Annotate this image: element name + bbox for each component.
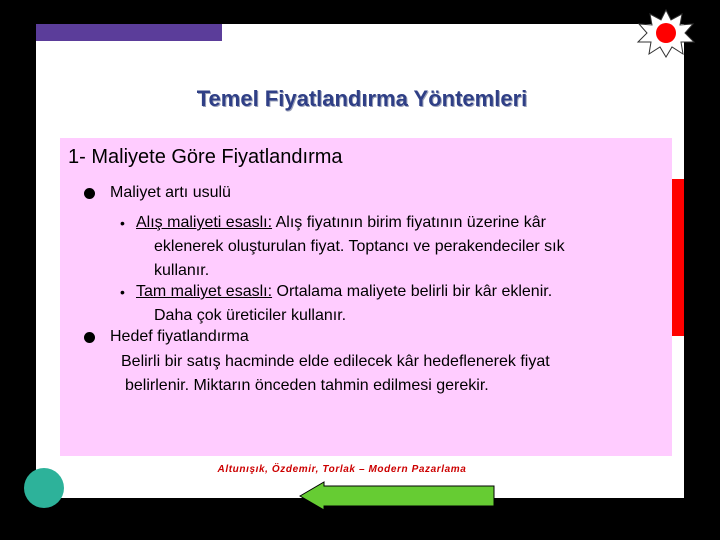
bullet-dot-icon [84, 332, 95, 343]
bullet-label: Hedef fiyatlandırma [110, 328, 249, 345]
paragraph-line: belirlenir. Miktarın önceden tahmin edilmesi gerekir. [125, 377, 489, 394]
subitem-term: Tam maliyet esaslı: [136, 283, 273, 300]
bullet-label: Maliyet artı usulü [110, 184, 231, 201]
starburst-icon [636, 8, 696, 58]
subitem-text: Alış fiyatının birim fiyatının üzerine kâr [272, 214, 546, 231]
subitem-alis-maliyeti [120, 211, 656, 283]
right-accent-bar [672, 179, 684, 336]
hedef-paragraph [121, 350, 641, 398]
bullet-hedef [84, 328, 249, 346]
top-accent-bar [36, 24, 222, 41]
subitem-text: eklenerek oluşturulan fiyat. Toptancı ve perakendeciler sık [154, 238, 565, 255]
subitem-text: Daha çok üreticiler kullanır. [154, 307, 347, 324]
sub-bullet-icon: • [120, 284, 125, 300]
footer-credit: Altunışık, Özdemir, Torlak – Modern Pazarlama [217, 464, 467, 475]
teal-circle-icon [24, 468, 64, 508]
back-arrow-button[interactable] [298, 480, 496, 512]
bullet-maliyet-arti [84, 184, 231, 202]
section-heading: 1- Maliyete Göre Fiyatlandırma [68, 146, 343, 168]
paragraph-line: Belirli bir satış hacminde elde edilecek kâr hedeflenerek fiyat [121, 353, 550, 370]
page-title: Temel Fiyatlandırma Yöntemleri [196, 86, 528, 111]
subitem-tam-maliyet [120, 280, 656, 328]
subitem-text: Ortalama maliyete belirli bir kâr eklenir. [272, 283, 553, 300]
subitem-text: kullanır. [154, 262, 210, 279]
sub-bullet-icon: • [120, 215, 125, 231]
bullet-dot-icon [84, 188, 95, 199]
subitem-term: Alış maliyeti esaslı: [136, 214, 273, 231]
red-dot-icon [656, 23, 676, 43]
